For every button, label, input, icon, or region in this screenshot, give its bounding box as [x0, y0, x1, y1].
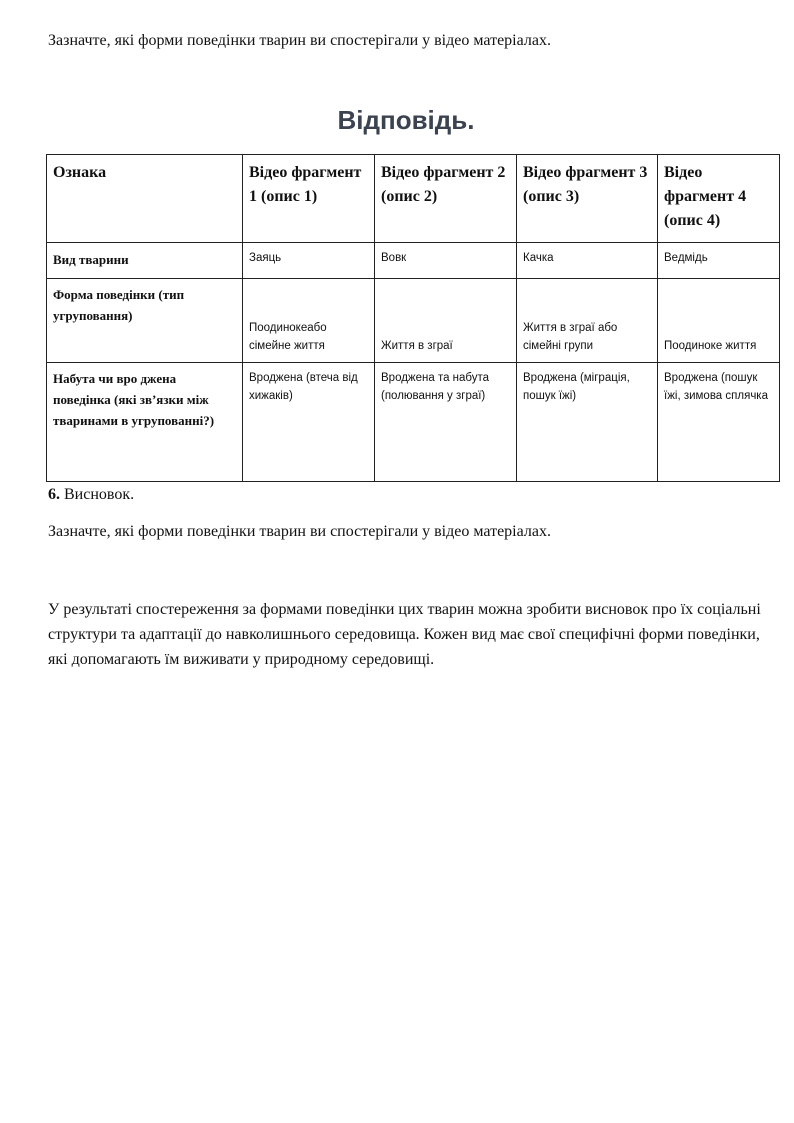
table-row [47, 279, 780, 363]
conclusion-label: Висновок. [64, 486, 135, 503]
table-row [47, 243, 780, 279]
conclusion-paragraph: У результаті спостереження за формами поведінки цих тварин можна зробити висновок про їх соціальні структури та адаптації до навколишнього середовища. Кожен вид має свої специфічні форми поведінки, які допомагають їм виживати у природному середовищі. [48, 601, 761, 668]
table-header-row [47, 155, 780, 243]
conclusion-heading [48, 485, 134, 505]
table-row [47, 363, 780, 482]
table-cell: Вроджена (міграція, пошук їжі) [517, 363, 658, 482]
header-cell-fragment-4: Відео фрагмент 4 (опис 4) [658, 155, 780, 243]
conclusion-number: 6. [48, 486, 60, 503]
table-cell: Вроджена (втеча від хижаків) [243, 363, 375, 482]
table-cell: Ведмідь [658, 243, 780, 279]
table-cell: Заяць [243, 243, 375, 279]
intro-text: Зазначте, які форми поведінки тварин ви спостерігали у відео матеріалах. [48, 32, 551, 49]
table-cell: Вроджена (пошук їжі, зимова сплячка [658, 363, 780, 482]
row-label-innate-acquired: Набута чи вро джена поведінка (які зв’язки між тваринами в угрупованні?) [47, 363, 243, 482]
table-cell: Поодинокеабо сімейне життя [243, 279, 375, 363]
table-cell: Життя в зграї [375, 279, 517, 363]
table-cell: Поодиноке життя [658, 279, 780, 363]
observation-table [46, 154, 780, 482]
table-cell: Вроджена та набута (полювання у зграї) [375, 363, 517, 482]
row-label-behavior-form: Форма поведінки (тип угруповання) [47, 279, 243, 363]
task-text: Зазначте, які форми поведінки тварин ви спостерігали у відео матеріалах. [48, 523, 551, 540]
header-cell-fragment-1: Відео фрагмент 1 (опис 1) [243, 155, 375, 243]
header-cell-fragment-2: Відео фрагмент 2 (опис 2) [375, 155, 517, 243]
header-cell-feature: Ознака [47, 155, 243, 243]
answer-heading: Відповідь. [337, 105, 475, 135]
table-cell: Вовк [375, 243, 517, 279]
table-cell: Життя в зграї або сімейні групи [517, 279, 658, 363]
header-cell-fragment-3: Відео фрагмент 3 (опис 3) [517, 155, 658, 243]
row-label-species: Вид тварини [47, 243, 243, 279]
table-cell: Качка [517, 243, 658, 279]
